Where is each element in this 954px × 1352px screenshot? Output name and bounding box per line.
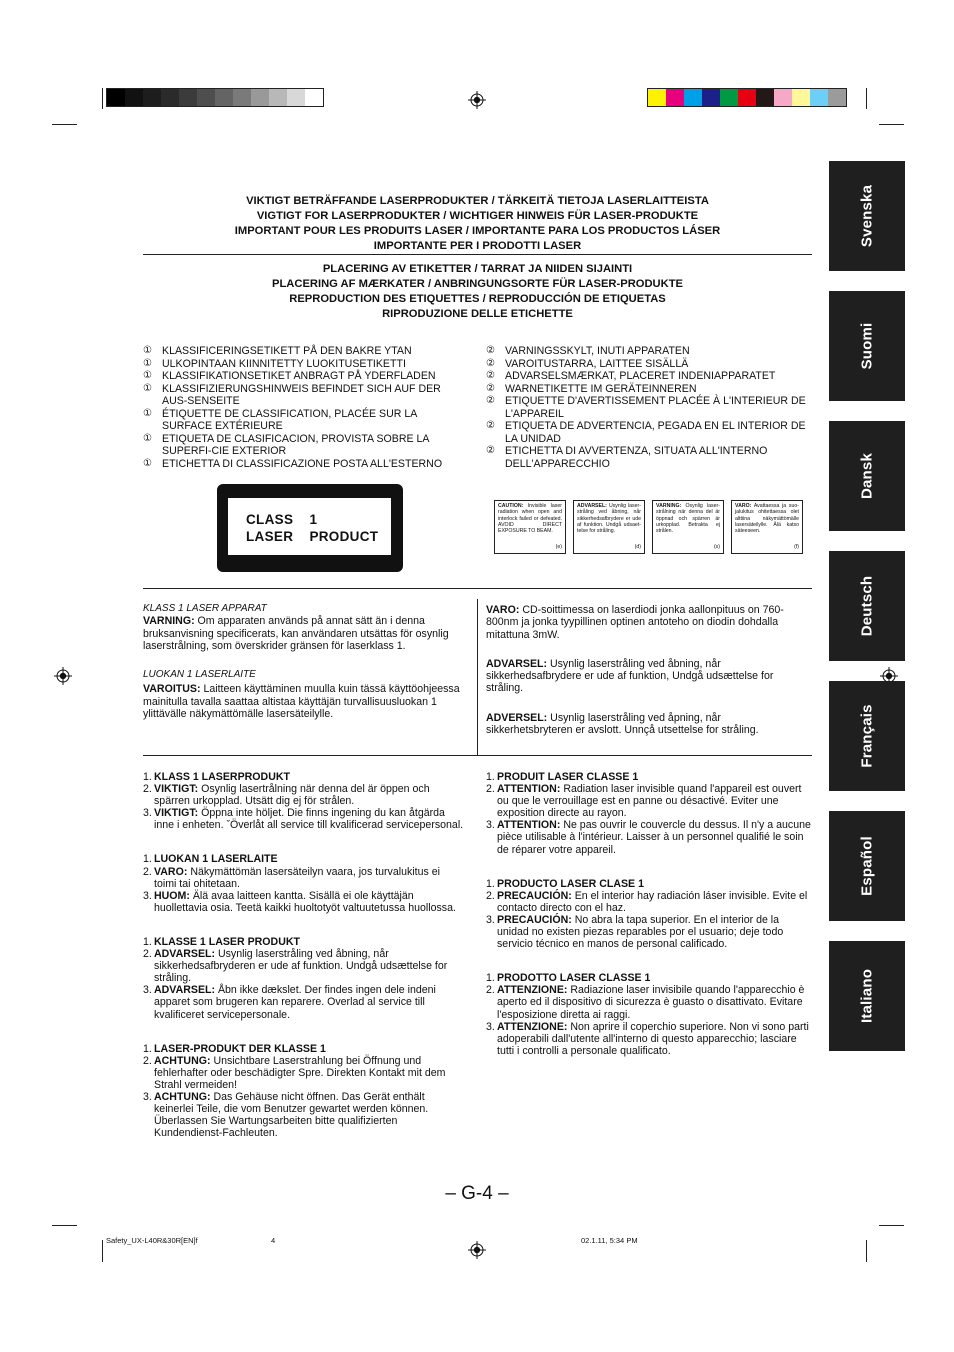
item-head: PRODUCTO LASER CLASE 1: [497, 877, 644, 890]
color-swatch: [684, 89, 702, 106]
item-head: ATTENTION:: [497, 819, 561, 832]
title-line: IMPORTANTE PER I PRODOTTI LASER: [373, 240, 582, 252]
warning-text: CD-soittimessa on laserdiodi jonka aallonpituus on 760-800nm ja jonka tyypillinen optinen antoteho on diodin dohdalla mitattuna 3mW.: [486, 604, 784, 641]
list-text: ETIQUETA DE CLASIFICACION, PROVISTA SOBRE LA SUPERFI-CIE EXTERIOR: [162, 432, 429, 457]
item-number: 1.: [486, 771, 495, 783]
finnish-danish-norwegian-warnings: [486, 604, 808, 736]
list-marker: ①: [143, 407, 152, 419]
sticker-code: (f): [794, 543, 799, 550]
color-swatch: [648, 89, 666, 106]
item-head: ACHTUNG:: [154, 1090, 211, 1103]
item-body: Non aprire il coperchio superiore. Non vi sono parti adoperabili dall'utente all'interno di questo apparecchio; lasciare tutti i controlli a personale qualificato.: [497, 1020, 809, 1057]
item-text: [497, 890, 811, 914]
sticker-text: Usynlig laser-stråling ved åbning, når sikkerhedsafbrydere er ude af funktion. Undgå udsaet-telse for stråling.: [577, 503, 641, 535]
warning-sticker-fi: [731, 500, 803, 554]
list-text: ULKOPINTAAN KIINNITETTY LUOKITUSETIKETTI: [162, 357, 406, 370]
warning-item: [143, 866, 465, 890]
registration-mark-icon: [468, 1241, 486, 1259]
item-head: ATTENZIONE:: [497, 984, 568, 997]
list-item: [486, 345, 808, 358]
item-body: Åbn ikke dækslet. Der findes ingen dele indeni apparet som brugeren kan reparere. Overlad al service till kvalificeret servicepersonale.: [154, 984, 436, 1021]
item-body: Unsichtbare Laserstrahlung bei Öffnung und fehlerhafter oder beschädigter Spre. Direkten Kontakt mit dem Strahl vermeiden!: [154, 1054, 446, 1091]
label-line: CLASS 1: [246, 512, 318, 527]
item-text: [154, 936, 465, 948]
tab-label: Svenska: [858, 184, 876, 248]
item-number: 2.: [143, 1054, 152, 1067]
item-body: Usynlig laserstråling ved åbning, når sikkerhedsafbryderen er ude af funktion. Undgå udsættelse for stråling.: [154, 948, 448, 985]
subtitle-line: PLACERING AF MÆRKATER / ANBRINGUNGSORTE FÜR LASER-PRODUKTE: [271, 278, 684, 290]
list-marker: ②: [486, 395, 495, 406]
item-body: Radiation laser invisible quand l'appareil est ouvert ou que le verrouillage est en panne ou désactivé. Eviter une exposition directe au rayon.: [497, 783, 802, 820]
crop-mark: [879, 1225, 904, 1226]
item-number: 3.: [486, 1020, 495, 1033]
warning-item: [486, 984, 811, 1020]
sticker-text: Avattaessa ja suo-jalukitus ohitettaessa olet alttiina näkymättömälle lasersäteilylle. Älä katso säteeseen.: [735, 503, 799, 535]
item-text: [154, 807, 465, 831]
warning-sticker-da: [573, 500, 645, 554]
registration-mark-icon: [54, 667, 72, 685]
color-swatch: [810, 89, 828, 106]
subtitle-line: REPRODUCTION DES ETIQUETTES / REPRODUCCIÓN DE ETIQUETAS: [289, 293, 666, 305]
list-marker: ②: [486, 445, 495, 456]
warning-item: [143, 783, 465, 807]
list-marker: ②: [486, 382, 495, 394]
swedish-finnish-warnings: [143, 603, 461, 720]
item-number: 1.: [143, 935, 152, 948]
title-line: VIGTIGT FOR LASERPRODUKTER / WICHTIGER HINWEIS FÜR LASER-PRODUKTE: [256, 210, 699, 222]
list-item: [143, 383, 468, 408]
color-swatch: [774, 89, 792, 106]
sticker-head: CAUTION:: [498, 503, 524, 509]
sticker-code: (d): [634, 543, 641, 550]
list-text: ADVARSELSMÆRKAT, PLACERET INDENIAPPARATET: [505, 370, 776, 382]
item-head: ATTENTION:: [497, 783, 561, 796]
sticker-code: (s): [713, 543, 720, 550]
warnings-left-column: [143, 771, 465, 1161]
warning-group: [486, 972, 811, 1057]
item-number: 2.: [486, 984, 495, 997]
item-number: 1.: [486, 877, 495, 890]
item-number: 2.: [143, 948, 152, 961]
warning-head: VARO:: [486, 604, 520, 616]
item-body: Das Gehäuse nicht öffnen. Das Gerät enthält keinerlei Teile, die vom Benutzer gewartet werden können. Überlassen Sie Wartungsarbeiten bitte qualifizierten Kundendienst-Fachleuten.: [154, 1090, 429, 1140]
title-line: IMPORTANT POUR LES PRODUITS LASER / IMPORTANTE PARA LOS PRODUCTOS LÁSER: [234, 225, 721, 237]
item-number: 2.: [486, 783, 495, 796]
warning-group: [486, 878, 811, 951]
tab-francais[interactable]: [829, 681, 905, 791]
color-swatch: [269, 89, 287, 106]
footer-file: Safety_UX-L40R&30R[EN]f: [106, 1236, 198, 1245]
color-swatch: [143, 89, 161, 106]
item-head: LASER-PRODUKT DER KLASSE 1: [154, 1042, 326, 1055]
item-body: Älä avaa laitteen kantta. Sisällä ei ole käyttäjän huollettavia osia. Teetä kaikki huoltotyöt valtuutetussa huollossa.: [154, 889, 456, 914]
list-marker: ②: [486, 420, 495, 431]
divider: [143, 588, 812, 589]
divider: [143, 755, 812, 756]
item-body: Öppna inte höljet. Die finns ingening du kan åtgärda inne i enheten. ˇÖverlåt all service till kvalificerad servicepersonal.: [154, 807, 464, 832]
warning-sticker-sv: [652, 500, 724, 554]
item-head: ACHTUNG:: [154, 1054, 211, 1067]
color-swatch: [666, 89, 684, 106]
divider: [143, 254, 812, 255]
item-text: [497, 771, 811, 783]
item-number: 3.: [486, 913, 495, 926]
list-text: ETIQUETTE D'AVERTISSEMENT PLACÉE À L'INTERIEUR DE L'APPAREIL: [505, 395, 806, 420]
warning-item: [143, 984, 465, 1020]
list-marker: ①: [143, 432, 152, 444]
list-item: [486, 420, 808, 445]
item-text: [497, 914, 811, 950]
item-text: [497, 1021, 811, 1057]
tab-label: Español: [858, 836, 876, 896]
color-swatch: [161, 89, 179, 106]
crop-mark: [866, 1240, 867, 1262]
tab-label: Deutsch: [858, 575, 876, 637]
item-head: KLASSE 1 LASER PRODUKT: [154, 935, 300, 948]
process-color-bar: [647, 88, 847, 107]
list-text: ETICHETTA DI AVVERTENZA, SITUATA ALL'INTERNO DELL'APPARECCHIO: [505, 445, 768, 470]
color-swatch: [287, 89, 305, 106]
color-swatch: [756, 89, 774, 106]
list-item: [486, 358, 808, 371]
warning-head: VAROITUS:: [143, 683, 201, 696]
item-text: [497, 878, 811, 890]
subtitle-line: RIPRODUZIONE DELLE ETICHETTE: [382, 308, 573, 320]
warning-item: [143, 853, 465, 865]
warning-group: [143, 936, 465, 1021]
crop-mark: [879, 124, 904, 125]
item-head: PRODOTTO LASER CLASSE 1: [497, 972, 651, 985]
label-list-left: [143, 345, 468, 470]
color-swatch: [107, 89, 125, 106]
item-text: [154, 890, 465, 914]
item-head: ATTENZIONE:: [497, 1020, 568, 1033]
list-text: KLASSIFIZIERUNGSHINWEIS BEFINDET SICH AUF DER AUS-SENSEITE: [162, 382, 441, 407]
warning-group: [486, 771, 811, 856]
item-body: En el interior hay radiación láser invisible. Evite el contacto directo con el haz.: [497, 889, 808, 914]
list-marker: ①: [143, 357, 152, 369]
item-body: Osynlig lasertrålning när denna del är öppen och spärren urkopplad. Utsätt dig ej för strålen.: [154, 783, 430, 808]
list-item: [143, 370, 468, 383]
warning-head: ADVARSEL:: [486, 657, 548, 670]
list-text: KLASSIFICERINGSETIKETT PÅ DEN BAKRE YTAN: [162, 345, 412, 357]
item-number: 1.: [143, 853, 152, 866]
tab-suomi[interactable]: [829, 291, 905, 401]
section-title: [143, 262, 812, 322]
item-text: [154, 1055, 465, 1091]
list-text: ÉTIQUETTE DE CLASSIFICATION, PLACÉE SUR LA SURFACE EXTÉRIEURE: [162, 407, 417, 432]
warning-item: [486, 972, 811, 984]
sticker-head: VARO:: [735, 503, 752, 509]
item-body: Näkymättömän lasersäteilyn vaara, jos turvalukitus ei toimi tai ohitetaan.: [154, 865, 440, 890]
list-item: [143, 433, 468, 458]
sticker-head: VARNING:: [656, 503, 682, 509]
class1-laser-label: [217, 484, 403, 572]
item-number: 2.: [486, 889, 495, 902]
item-number: 1.: [143, 1042, 152, 1055]
page-title: [143, 194, 812, 254]
tab-label: Dansk: [858, 452, 876, 500]
crop-mark: [102, 1240, 103, 1262]
tab-deutsch[interactable]: [829, 551, 905, 661]
item-number: 3.: [143, 984, 152, 997]
item-number: 1.: [143, 771, 152, 783]
page-number: – G-4 –: [445, 1183, 509, 1204]
item-text: [497, 819, 811, 855]
item-text: [154, 948, 465, 984]
item-text: [497, 783, 811, 819]
item-body: No abra la tapa superior. En el interior de la unidad no existen piezas reparables por el usuario; deje todo servicio técnico en manos de personal calificado.: [497, 913, 784, 951]
list-marker: ①: [143, 382, 152, 394]
color-swatch: [702, 89, 720, 106]
item-head: ADVARSEL:: [154, 948, 216, 961]
warning-item: [486, 914, 811, 950]
item-number: 3.: [486, 819, 495, 832]
list-item: [143, 458, 468, 471]
item-head: KLASS 1 LASERPRODUKT: [154, 771, 290, 783]
warning-item: [143, 1055, 465, 1091]
list-marker: ①: [143, 345, 152, 356]
list-item: [486, 383, 808, 396]
gray-color-bar: [106, 88, 324, 107]
warning-text: Usynlig laserstråling ved åpning, når sikkerhetsbryteren er avslott. Unnçå utsettelse for stråling.: [486, 711, 759, 737]
item-number: 3.: [143, 1090, 152, 1103]
title-line: VIKTIGT BETRÄFFANDE LASERPRODUKTER / TÄRKEITÄ TIETOJA LASERLAITTEISTA: [246, 195, 709, 207]
tab-label: Italiano: [858, 968, 876, 1024]
list-item: [143, 358, 468, 371]
item-head: ADVARSEL:: [154, 984, 216, 997]
list-text: WARNETIKETTE IM GERÄTEINNEREN: [505, 382, 697, 395]
registration-mark-icon: [468, 91, 486, 109]
color-swatch: [215, 89, 233, 106]
tab-svenska[interactable]: [829, 161, 905, 271]
list-text: ETICHETTA DI CLASSIFICAZIONE POSTA ALL'ESTERNO: [162, 457, 443, 470]
item-number: 2.: [143, 783, 152, 796]
tab-label: Suomi: [858, 322, 876, 370]
crop-mark: [52, 1225, 77, 1226]
item-number: 2.: [143, 865, 152, 878]
list-item: [486, 395, 808, 420]
crop-mark: [102, 88, 103, 109]
list-text: VARNINGSSKYLT, INUTI APPARATEN: [505, 345, 690, 357]
item-text: [497, 984, 811, 1020]
item-head: VIKTIGT:: [154, 783, 199, 796]
warning-item: [486, 819, 811, 855]
color-swatch: [828, 89, 846, 106]
list-item: [143, 345, 468, 358]
column-divider: [477, 599, 478, 755]
tab-espanol[interactable]: [829, 811, 905, 921]
sticker-text: Osynlig laser-strålning när denna del är öppnad och spärren är urkopplad. Betrakta ej strålen.: [656, 503, 720, 535]
color-swatch: [792, 89, 810, 106]
color-swatch: [179, 89, 197, 106]
list-item: [143, 408, 468, 433]
subtitle-line: PLACERING AV ETIKETTER / TARRAT JA NIIDEN SIJAINTI: [322, 263, 633, 275]
warning-item: [486, 771, 811, 783]
warning-text: Om apparaten används på annat sätt än i denna bruksanvisning specificerats, kan användaren utsättas för osynlig laserstrålning, som överskrider gränsen för laserklass 1.: [143, 615, 449, 652]
tab-dansk[interactable]: [829, 421, 905, 531]
list-text: ETIQUETA DE ADVERTENCIA, PEGADA EN EL INTERIOR DE LA UNIDAD: [505, 420, 806, 445]
color-swatch: [125, 89, 143, 106]
footer-date: 02.1.11, 5:34 PM: [581, 1236, 638, 1245]
item-head: VIKTIGT:: [154, 807, 199, 820]
warning-item: [486, 1021, 811, 1057]
crop-mark: [866, 88, 867, 109]
list-item: [486, 445, 808, 470]
list-text: VAROITUSTARRA, LAITTEE SISÄLLÄ: [505, 357, 689, 370]
item-head: PRECAUCIÓN:: [497, 889, 572, 902]
warning-text: Usynlig laserstråling ved åbning, når sikkerhedsafbrydere er ude af funktion, Undgå udsættelse for stråling.: [486, 657, 774, 695]
warning-item: [143, 1043, 465, 1055]
label-inner: [228, 498, 391, 555]
color-swatch: [720, 89, 738, 106]
warning-head: ADVERSEL:: [486, 711, 548, 724]
sticker-text: Invisible laser radiation when open and interlock failed or defeated. AVOID DIRECT EXPOSURE TO BEAM.: [498, 503, 562, 535]
item-number: 3.: [143, 889, 152, 902]
item-head: PRODUIT LASER CLASSE 1: [497, 771, 639, 783]
warning-item: [143, 936, 465, 948]
class-title: KLASS 1 LASER APPARAT: [143, 603, 267, 614]
label-list-right: [486, 345, 808, 470]
warning-group: [143, 853, 465, 913]
item-head: HUOM:: [154, 889, 190, 902]
warning-group: [143, 1043, 465, 1140]
footer-page: 4: [271, 1236, 276, 1245]
color-swatch: [738, 89, 756, 106]
color-swatch: [305, 89, 323, 106]
warnings-right-column: [486, 771, 811, 1079]
warning-group: [143, 771, 465, 831]
list-marker: ②: [486, 345, 495, 356]
sticker-code: (e): [555, 543, 562, 550]
warning-item: [486, 890, 811, 914]
color-swatch: [233, 89, 251, 106]
item-text: [154, 783, 465, 807]
list-item: [486, 370, 808, 383]
crop-mark: [52, 124, 77, 125]
list-marker: ①: [143, 370, 152, 381]
label-line: LASER PRODUCT: [246, 529, 379, 544]
warning-head: VARNING:: [143, 615, 195, 628]
item-text: [154, 1091, 465, 1139]
item-text: [154, 1043, 465, 1055]
item-text: [154, 771, 465, 783]
warning-sticker-en: [494, 500, 566, 554]
list-marker: ②: [486, 357, 495, 369]
warning-item: [143, 1091, 465, 1139]
tab-label: Français: [858, 704, 876, 768]
warning-item: [143, 890, 465, 914]
warning-item: [143, 807, 465, 831]
list-marker: ①: [143, 457, 152, 469]
sticker-head: ADVARSEL:: [577, 503, 607, 509]
item-number: 3.: [143, 807, 152, 820]
item-number: 1.: [486, 972, 495, 985]
warning-item: [143, 948, 465, 984]
warning-item: [486, 878, 811, 890]
item-head: LUOKAN 1 LASERLAITE: [154, 853, 278, 866]
list-marker: ②: [486, 370, 495, 381]
item-body: Ne pas ouvrir le couvercle du dessus. Il n'y a aucune pièce utilisable à l'intérieur. Laisser à un personnel qualifié le soin de réparer votre appareil.: [497, 819, 811, 856]
item-text: [154, 853, 465, 865]
item-body: Radiazione laser invisibile quando l'apparecchio è aperto ed il dispositivo di sicurezza è guasto o disattivato. Evitare l'esposizione diretta ai raggi.: [497, 984, 805, 1021]
list-text: KLASSIFIKATIONSETIKET ANBRAGT PÅ YDERFLADEN: [162, 370, 436, 382]
item-text: [154, 984, 465, 1020]
color-swatch: [197, 89, 215, 106]
warning-text: Laitteen käyttäminen muulla kuin tässä käyttöohjeessa mainitulla tavalla saattaa altistaa käyttäjän turvallisuusluokan 1 ylittävälle näkymättömälle lasersäteilylle.: [143, 683, 460, 721]
tab-italiano[interactable]: [829, 941, 905, 1051]
warning-item: [143, 771, 465, 783]
class-title: LUOKAN 1 LASERLAITE: [143, 669, 256, 681]
item-head: PRECAUCIÓN:: [497, 913, 572, 926]
item-text: [154, 866, 465, 890]
item-text: [497, 972, 811, 984]
item-head: VARO:: [154, 865, 188, 878]
warning-item: [486, 783, 811, 819]
color-swatch: [251, 89, 269, 106]
